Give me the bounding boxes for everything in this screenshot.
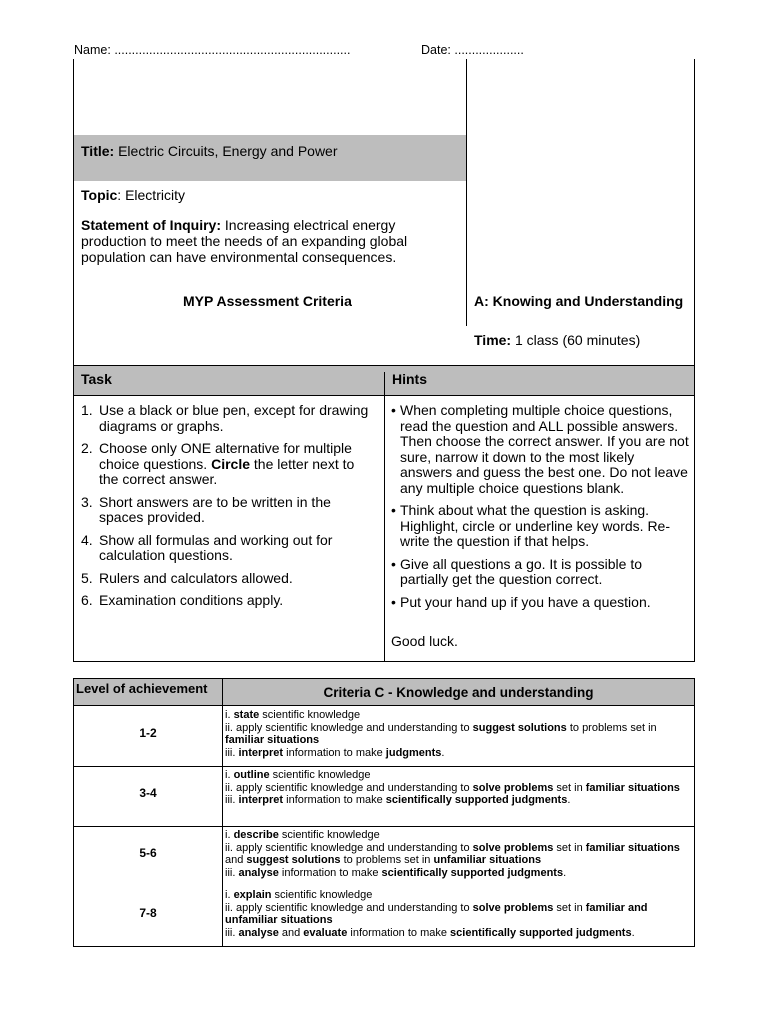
rubric-column-divider [222, 678, 223, 947]
hint-text: Give all questions a go. It is possible to partially get the question correct. [400, 555, 643, 587]
bold-text: familiar situations [225, 734, 320, 747]
text: ii. apply scientific knowledge and understanding to [225, 781, 473, 794]
text: i. [225, 889, 234, 901]
descriptor-line [225, 842, 690, 867]
task-header: Task [81, 371, 112, 387]
text: iii. [225, 926, 239, 939]
bold-text: interpret [238, 794, 284, 807]
inquiry-label: Statement of Inquiry: [81, 217, 222, 233]
task-number: 2. [81, 440, 93, 456]
task-table-right-border [694, 365, 695, 662]
task-number: 4. [81, 531, 93, 548]
topic-line [81, 187, 185, 203]
title-label: Title: [81, 143, 115, 159]
task-text [99, 571, 293, 587]
bold-text: evaluate [303, 926, 348, 939]
descriptor-line [225, 782, 690, 795]
date-dots: .................... [454, 43, 524, 57]
bold-text: solve problems [472, 781, 554, 794]
text: i. [225, 769, 234, 781]
bullet-icon: • [391, 555, 396, 572]
descriptor-line [225, 794, 690, 807]
task-item [81, 495, 377, 526]
frame-left-upper [73, 59, 74, 365]
task-item [81, 403, 377, 434]
bold-text: analyse [238, 926, 279, 939]
text: to problems set in [340, 854, 434, 867]
text: set in [553, 841, 586, 854]
statement-of-inquiry [81, 217, 431, 265]
bold-text: describe [233, 829, 279, 841]
name-field [74, 43, 350, 57]
task-number: 1. [81, 402, 93, 418]
text: ii. apply scientific knowledge and understanding to [225, 721, 473, 734]
hint-item [391, 557, 690, 588]
text: the letter next to the correct answer. [99, 455, 355, 487]
task-number: 6. [81, 592, 93, 608]
text: ii. apply scientific knowledge and understanding to [225, 901, 473, 914]
name-dots: .................................................................... [114, 43, 351, 57]
text: scientific knowledge [259, 709, 361, 721]
criteria-value: A: Knowing and Understanding [474, 293, 684, 309]
descriptor-line [225, 709, 690, 722]
criteria-descriptor [225, 829, 690, 879]
descriptor-line [225, 722, 690, 747]
text: iii. [225, 794, 239, 807]
level-value: 1-2 [139, 726, 157, 740]
task-table-column-divider [384, 372, 385, 662]
descriptor-line [225, 747, 690, 760]
text: . [631, 926, 635, 939]
task-text [99, 593, 283, 609]
level-header: Level of achievement [76, 681, 208, 696]
task-text [99, 533, 377, 564]
task-number: 3. [81, 493, 93, 510]
text: information to make [283, 746, 386, 759]
bold-text: state [233, 709, 260, 721]
text: i. [225, 829, 234, 841]
bold-text: suggest solutions [472, 721, 567, 734]
frame-right-upper [694, 59, 695, 365]
bold-text: outline [233, 769, 270, 781]
text: iii. [225, 746, 239, 759]
good-luck: Good luck. [391, 633, 458, 649]
text: set in [553, 901, 586, 914]
text: Show all formulas and working out for calculation questions. [99, 531, 333, 563]
date-field [421, 43, 524, 57]
bold-text: scientifically supported judgments [450, 926, 632, 939]
task-table-left-border [73, 365, 74, 662]
frame-middle-divider [466, 59, 467, 326]
hint-text: Think about what the question is asking. Highlight, circle or underline key words. Re-write the question if that helps. [400, 502, 670, 549]
task-text [99, 441, 377, 488]
text: scientific knowledge [271, 889, 373, 901]
level-value: 7-8 [139, 906, 157, 920]
hint-text: Put your hand up if you have a question. [400, 593, 651, 610]
descriptor-line [225, 829, 690, 842]
rubric-right-border [694, 678, 695, 947]
task-item [81, 571, 377, 587]
descriptor-line [225, 889, 690, 902]
text: scientific knowledge [278, 829, 380, 841]
bold-text: scientifically supported judgments [385, 794, 568, 807]
hint-item [391, 403, 690, 496]
text: Examination conditions apply. [99, 592, 284, 608]
text: and [278, 926, 304, 939]
topic-value: : Electricity [117, 187, 185, 203]
bold-text: familiar and unfamiliar situations [225, 901, 648, 927]
level-value: 5-6 [139, 846, 157, 860]
bold-text: familiar situations [585, 841, 680, 854]
criteria-descriptor [225, 889, 690, 939]
text: and [225, 854, 247, 867]
criteria-descriptor [225, 769, 690, 807]
text: scientific knowledge [269, 769, 371, 781]
hint-item [391, 595, 690, 611]
bullet-icon: • [391, 593, 396, 610]
descriptor-line [225, 867, 690, 880]
text: i. [225, 709, 234, 721]
name-label: Name: [74, 43, 111, 57]
bold-text: Circle [211, 455, 250, 472]
descriptor-line [225, 769, 690, 782]
text: information to make [347, 926, 451, 939]
descriptor-line [225, 927, 690, 940]
rubric-row-border [73, 766, 695, 767]
bold-text: unfamiliar situations [433, 854, 542, 867]
task-item [81, 441, 377, 488]
text: . [567, 794, 571, 807]
text: Use a black or blue pen, except for drawing diagrams or graphs. [99, 402, 369, 434]
text: Short answers are to be written in the spaces provided. [99, 493, 331, 525]
criteria-header: Criteria C - Knowledge and understanding [323, 685, 594, 700]
bullet-icon: • [391, 502, 396, 518]
text: iii. [225, 866, 239, 879]
task-list [81, 403, 377, 609]
title-value: Electric Circuits, Energy and Power [118, 143, 338, 159]
task-item [81, 533, 377, 564]
title-line [81, 143, 338, 159]
bold-text: analyse [238, 866, 279, 879]
rubric-bottom-border [73, 946, 695, 947]
criteria-descriptor [225, 709, 690, 759]
assessment-criteria-label: MYP Assessment Criteria [183, 293, 352, 309]
date-label: Date: [421, 43, 451, 57]
inquiry-text: Increasing electrical energy production to meet the needs of an expanding global population can have environmental consequences. [81, 217, 408, 265]
task-number: 5. [81, 569, 93, 586]
bold-text: familiar situations [585, 781, 680, 794]
text: . [563, 866, 567, 879]
bold-text: solve problems [472, 901, 554, 914]
task-table-top-border [73, 365, 695, 366]
text: to problems set in [566, 721, 657, 734]
time-line [474, 332, 640, 348]
hint-item [391, 503, 690, 550]
text: information to make [283, 794, 386, 807]
task-list-container [81, 403, 377, 616]
text: Choose only ONE alternative for multiple choice questions. [99, 440, 352, 472]
time-value: 1 class (60 minutes) [514, 332, 641, 348]
hint-text: When completing multiple choice questions, read the question and ALL possible answers. Then choose the correct answer. If you are not sure, narrow it down to the most likely answers and guess the best one. Do not leave any multiple choice questions blank. [400, 402, 689, 496]
bold-text: judgments [385, 746, 442, 759]
time-label: Time: [474, 332, 512, 348]
rubric-top-border [73, 678, 695, 679]
bold-text: scientifically supported judgments [381, 866, 564, 879]
rubric-row-border [73, 826, 695, 827]
level-value: 3-4 [139, 786, 157, 800]
text: information to make [278, 866, 382, 879]
task-text [99, 495, 377, 526]
bullet-icon: • [391, 402, 396, 418]
bold-text: explain [233, 889, 272, 901]
hints-list-container [391, 403, 690, 617]
topic-label: Topic [81, 187, 118, 203]
task-item [81, 593, 377, 609]
hints-list [391, 403, 690, 610]
bold-text: suggest solutions [246, 854, 341, 867]
task-text [99, 403, 377, 434]
rubric-header-border [73, 705, 695, 706]
text: set in [553, 781, 586, 794]
text: . [441, 746, 445, 759]
text: Rulers and calculators allowed. [99, 569, 293, 586]
text: ii. apply scientific knowledge and understanding to [225, 841, 473, 854]
bold-text: solve problems [472, 841, 554, 854]
bold-text: interpret [238, 746, 284, 759]
descriptor-line [225, 902, 690, 927]
hints-header: Hints [392, 371, 427, 387]
